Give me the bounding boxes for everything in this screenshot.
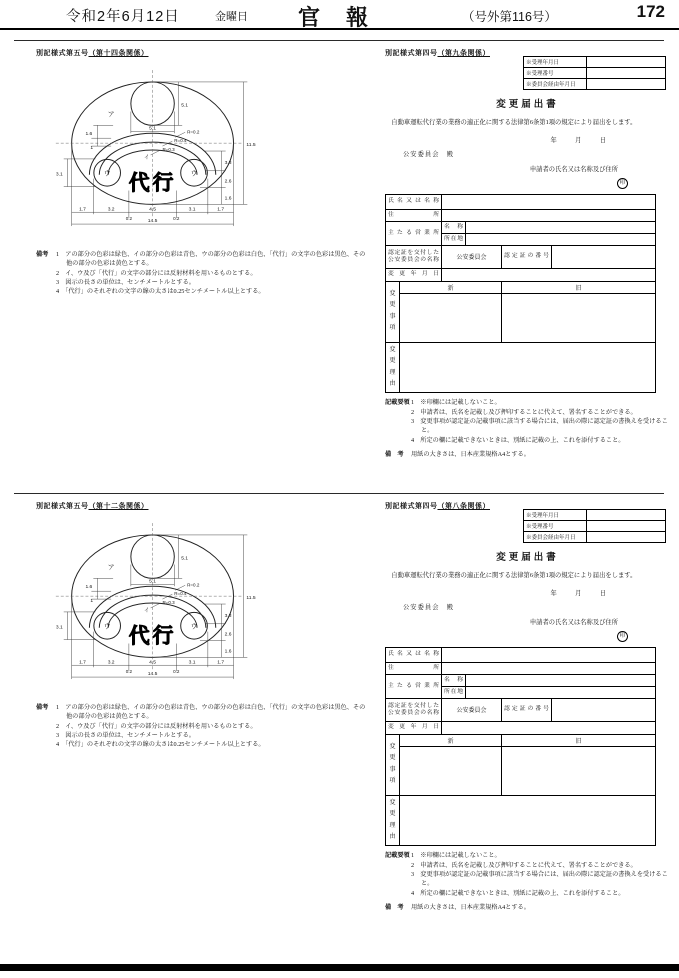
field-label-certificate: 認定証を交付した公安委員会の名称 xyxy=(386,698,442,721)
dim-label: 1.6 xyxy=(85,132,93,138)
change-notification-table xyxy=(385,194,656,394)
column-header-new: 新 xyxy=(400,281,502,293)
field-value-commission: 公安委員会 xyxy=(442,245,502,268)
field-label-change-date: 変更年月日 xyxy=(386,268,442,281)
dim-label-total-width: 14.5 xyxy=(147,672,158,678)
field-value-change-date xyxy=(442,721,656,734)
field-label-address: 住 所 xyxy=(386,209,442,221)
field-value-commission: 公安委員会 xyxy=(442,698,502,721)
diagram-form-label xyxy=(36,501,370,511)
form-body-text: 自動車運転代行業の業務の適正化に関する法律第6条第1項の規定により届出をします。 xyxy=(391,572,637,579)
form-notes xyxy=(385,851,670,897)
notes-label: 備考 xyxy=(36,251,49,258)
form-column xyxy=(385,501,670,912)
note-item: 1 アの部分の色彩は緑色、イの部分の色彩は青色、ウの部分の色彩は白色、「代行」の文字の色彩は黒色、その他の部分の色彩は黄色とする。 xyxy=(56,704,366,721)
form-head xyxy=(385,501,670,547)
field-value-new xyxy=(400,746,502,795)
page-header xyxy=(0,0,679,28)
field-label-change-reason: 変更理由 xyxy=(386,795,400,846)
form-label-paren: （第十四条関係） xyxy=(88,49,149,57)
dim-label-total-height: 11.5 xyxy=(246,143,256,149)
seal-mark xyxy=(385,178,628,190)
field-value-change-reason xyxy=(400,342,656,393)
column-header-old: 旧 xyxy=(502,281,656,293)
dim-label: 4.5 xyxy=(149,207,157,213)
stamp-row-label: ※受理年月日 xyxy=(524,510,587,521)
note-item: 3 図示の長さの単位は、センチメートルとする。 xyxy=(56,731,195,739)
column-header-old: 旧 xyxy=(502,734,656,746)
change-notification-table xyxy=(385,647,656,847)
notes-label: 記載要領 xyxy=(385,399,410,407)
dim-label: 2.6 xyxy=(224,179,232,185)
dim-label: 3.1 xyxy=(55,172,63,178)
field-value-old xyxy=(502,293,656,342)
stamp-row-value xyxy=(587,79,666,90)
dim-label: 2.6 xyxy=(224,632,232,638)
issue-number: （号外第116号） xyxy=(462,10,557,24)
page-number: 172 xyxy=(636,2,665,21)
section-rule xyxy=(14,493,664,494)
field-value-office-location xyxy=(466,233,656,245)
daiko-text: 代行 xyxy=(128,624,177,648)
form-remark xyxy=(385,903,670,912)
form-label-paren: （第十二条関係） xyxy=(88,502,149,510)
gazette-section-1 xyxy=(0,44,679,484)
field-label-office: 主たる営業所 xyxy=(386,674,442,698)
stamp-row-value xyxy=(587,57,666,68)
seal-icon: 印 xyxy=(617,631,628,642)
region-label-u: ウ xyxy=(103,623,111,631)
daiko-text: 代行 xyxy=(128,171,177,195)
dim-label-circle-width: 5.1 xyxy=(149,126,157,132)
stamp-row-label: ※受理番号 xyxy=(524,521,587,532)
radius-label: R=0.3 xyxy=(162,147,175,153)
issue-date: 令和2年6月12日 xyxy=(66,9,180,25)
field-label-office-name: 名 称 xyxy=(442,674,466,686)
form-column xyxy=(385,48,670,459)
field-value-old xyxy=(502,746,656,795)
field-label-change-reason: 変更理由 xyxy=(386,342,400,393)
dim-label-total-width: 14.5 xyxy=(147,219,158,225)
notes-label: 備考 xyxy=(36,704,49,711)
remark-text: 用紙の大きさは、日本産業規格A4とする。 xyxy=(411,903,530,911)
field-label-office-location: 所在地 xyxy=(442,233,466,245)
field-value-address xyxy=(442,662,656,674)
form-body-text: 自動車運転代行業の業務の適正化に関する法律第6条第1項の規定により届出をします。 xyxy=(391,119,637,126)
radius-label: R=0.4 xyxy=(174,591,187,597)
field-label-office: 主たる営業所 xyxy=(386,221,442,245)
form-label-main: 別記様式第五号 xyxy=(36,49,89,57)
stamp-row-value xyxy=(587,521,666,532)
notes-label: 記載要領 xyxy=(385,852,410,860)
diagram-column xyxy=(36,48,370,296)
gazette-section-2 xyxy=(0,497,679,937)
dim-label: 1.6 xyxy=(224,196,232,202)
addressee-line: 公安委員会 殿 xyxy=(403,150,455,158)
field-value-certificate-number xyxy=(552,245,656,268)
field-label-name: 氏名又は名称 xyxy=(386,194,442,209)
dim-label: 1.6 xyxy=(224,649,232,655)
dim-label: 3.2 xyxy=(107,207,115,213)
field-value-office-name xyxy=(466,674,656,686)
dim-label: 3.1 xyxy=(188,207,196,213)
form-label-paren: （第八条関係） xyxy=(437,502,490,510)
note-item: 3 変更事項が認定証の記載事項に該当する場合には、届出の際に認定証の書換えを受けること。 xyxy=(411,417,668,435)
dim-label: 0.2 xyxy=(173,669,180,675)
form-label-main: 別記様式第四号 xyxy=(385,502,438,510)
radius-label: R=0.3 xyxy=(162,600,175,606)
form-title: 変更届出書 xyxy=(496,100,559,110)
page-bottom-rule xyxy=(0,964,679,971)
stamp-row-label: ※委員会経由年月日 xyxy=(524,79,587,90)
field-value-new xyxy=(400,293,502,342)
dim-label: 3.1 xyxy=(188,660,196,666)
stamp-row-label: ※受理年月日 xyxy=(524,57,587,68)
diagram-notes xyxy=(36,703,370,749)
field-value-change-date xyxy=(442,268,656,281)
field-value-name xyxy=(442,194,656,209)
dim-label: 3.1 xyxy=(55,625,63,631)
dim-label: 0.2 xyxy=(125,216,133,222)
dim-label-circle-width: 5.1 xyxy=(149,579,157,585)
field-value-name xyxy=(442,647,656,662)
applicant-line: 申請者の氏名又は名称及び住所 xyxy=(529,618,618,626)
applicant-line: 申請者の氏名又は名称及び住所 xyxy=(529,165,618,173)
form-head xyxy=(385,48,670,94)
stamp-row-value xyxy=(587,68,666,79)
note-item: 3 変更事項が認定証の記載事項に該当する場合には、届出の際に認定証の書換えを受けること。 xyxy=(411,870,668,888)
note-item: 1 アの部分の色彩は緑色、イの部分の色彩は青色、ウの部分の色彩は白色、「代行」の文字の色彩は黒色、その他の部分の色彩は黄色とする。 xyxy=(56,251,366,268)
date-line: 年 月 日 xyxy=(550,589,612,597)
addressee-line: 公安委員会 殿 xyxy=(403,603,455,611)
region-label-i: イ xyxy=(143,154,150,161)
seal-icon: 印 xyxy=(617,178,628,189)
dim-label: 1 xyxy=(90,146,94,152)
radius-label: R=0.4 xyxy=(174,138,187,144)
note-item: 2 申請者は、氏名を記載し及び押印することに代えて、署名することができる。 xyxy=(411,408,637,416)
dim-label: 1.6 xyxy=(85,585,93,591)
daiko-sign-spec-diagram xyxy=(44,515,350,698)
form-label-main: 別記様式第五号 xyxy=(36,502,89,510)
radius-label: R=0.2 xyxy=(187,582,200,588)
field-value-address xyxy=(442,209,656,221)
region-label-u: ウ xyxy=(190,170,198,178)
stamp-row-value xyxy=(587,510,666,521)
note-item: 2 申請者は、氏名を記載し及び押印することに代えて、署名することができる。 xyxy=(411,861,637,869)
note-item: 2 イ、ウ及び「代行」の文字の部分には反射材料を用いるものとする。 xyxy=(56,269,257,277)
diagram-form-label xyxy=(36,48,370,58)
stamp-row-label: ※委員会経由年月日 xyxy=(524,532,587,543)
diagram-notes xyxy=(36,250,370,296)
column-header-new: 新 xyxy=(400,734,502,746)
form-label-paren: （第九条関係） xyxy=(437,49,490,57)
region-label-a: ア xyxy=(107,111,115,119)
field-label-change-items: 変更事項 xyxy=(386,734,400,795)
form-label-main: 別記様式第四号 xyxy=(385,49,438,57)
remark-label: 備 考 xyxy=(385,903,404,911)
field-label-change-items: 変更事項 xyxy=(386,281,400,342)
dim-label: 3.3 xyxy=(224,613,232,619)
note-item: 3 図示の長さの単位は、センチメートルとする。 xyxy=(56,278,195,286)
dim-label: 1.7 xyxy=(217,207,225,213)
form-title: 変更届出書 xyxy=(496,553,559,563)
dim-label: 0.2 xyxy=(173,216,180,222)
field-label-office-name: 名 称 xyxy=(442,221,466,233)
note-item: 4 所定の欄に記載できないときは、別紙に記載の上、これを添付すること。 xyxy=(411,889,625,897)
dim-label-circle-height: 5.1 xyxy=(181,556,189,562)
region-label-a: ア xyxy=(107,564,115,572)
dim-label-circle-height: 5.1 xyxy=(181,103,189,109)
section-rule xyxy=(14,40,664,41)
field-label-certificate-number: 認定証の番号 xyxy=(502,245,552,268)
dim-label: 3.3 xyxy=(224,160,232,166)
field-label-address: 住 所 xyxy=(386,662,442,674)
dim-label: 1.7 xyxy=(217,660,225,666)
region-label-u: ウ xyxy=(103,170,111,178)
header-rule xyxy=(0,28,679,30)
stamp-row-value xyxy=(587,532,666,543)
note-item: 2 イ、ウ及び「代行」の文字の部分には反射材料を用いるものとする。 xyxy=(56,722,257,730)
radius-label: R=0.2 xyxy=(187,129,200,135)
field-label-change-date: 変更年月日 xyxy=(386,721,442,734)
field-label-office-location: 所在地 xyxy=(442,686,466,698)
daiko-sign-spec-diagram xyxy=(44,62,350,245)
note-item: 4 「代行」のそれぞれの文字の線の太さは0.25センチメートル以上とする。 xyxy=(56,741,265,749)
top-circle xyxy=(131,82,174,125)
field-label-certificate: 認定証を交付した公安委員会の名称 xyxy=(386,245,442,268)
dim-label: 1 xyxy=(90,599,94,605)
form-remark xyxy=(385,450,670,459)
field-value-office-location xyxy=(466,686,656,698)
diagram-column xyxy=(36,501,370,749)
dim-label: 1.7 xyxy=(79,207,86,213)
dim-label-total-height: 11.5 xyxy=(246,596,256,602)
remark-label: 備 考 xyxy=(385,450,404,458)
gazette-title: 官報 xyxy=(298,5,395,30)
office-use-box xyxy=(523,56,666,90)
issue-weekday: 金曜日 xyxy=(215,11,248,23)
seal-mark xyxy=(385,631,628,643)
region-label-u: ウ xyxy=(190,623,198,631)
form-notes xyxy=(385,398,670,444)
stamp-row-label: ※受理番号 xyxy=(524,68,587,79)
region-label-i: イ xyxy=(143,607,150,614)
field-label-name: 氏名又は名称 xyxy=(386,647,442,662)
note-item: 4 所定の欄に記載できないときは、別紙に記載の上、これを添付すること。 xyxy=(411,436,625,444)
field-value-change-reason xyxy=(400,795,656,846)
field-value-certificate-number xyxy=(552,698,656,721)
note-item: 1 ※印欄には記載しないこと。 xyxy=(411,852,501,860)
date-line: 年 月 日 xyxy=(550,136,612,144)
field-label-certificate-number: 認定証の番号 xyxy=(502,698,552,721)
top-circle xyxy=(131,535,174,578)
note-item: 4 「代行」のそれぞれの文字の線の太さは0.25センチメートル以上とする。 xyxy=(56,288,265,296)
dim-label: 3.2 xyxy=(107,660,115,666)
remark-text: 用紙の大きさは、日本産業規格A4とする。 xyxy=(411,450,530,458)
dim-label: 1.7 xyxy=(79,660,86,666)
office-use-box xyxy=(523,509,666,543)
note-item: 1 ※印欄には記載しないこと。 xyxy=(411,399,501,407)
field-value-office-name xyxy=(466,221,656,233)
dim-label: 0.2 xyxy=(125,669,133,675)
dim-label: 4.5 xyxy=(149,660,157,666)
